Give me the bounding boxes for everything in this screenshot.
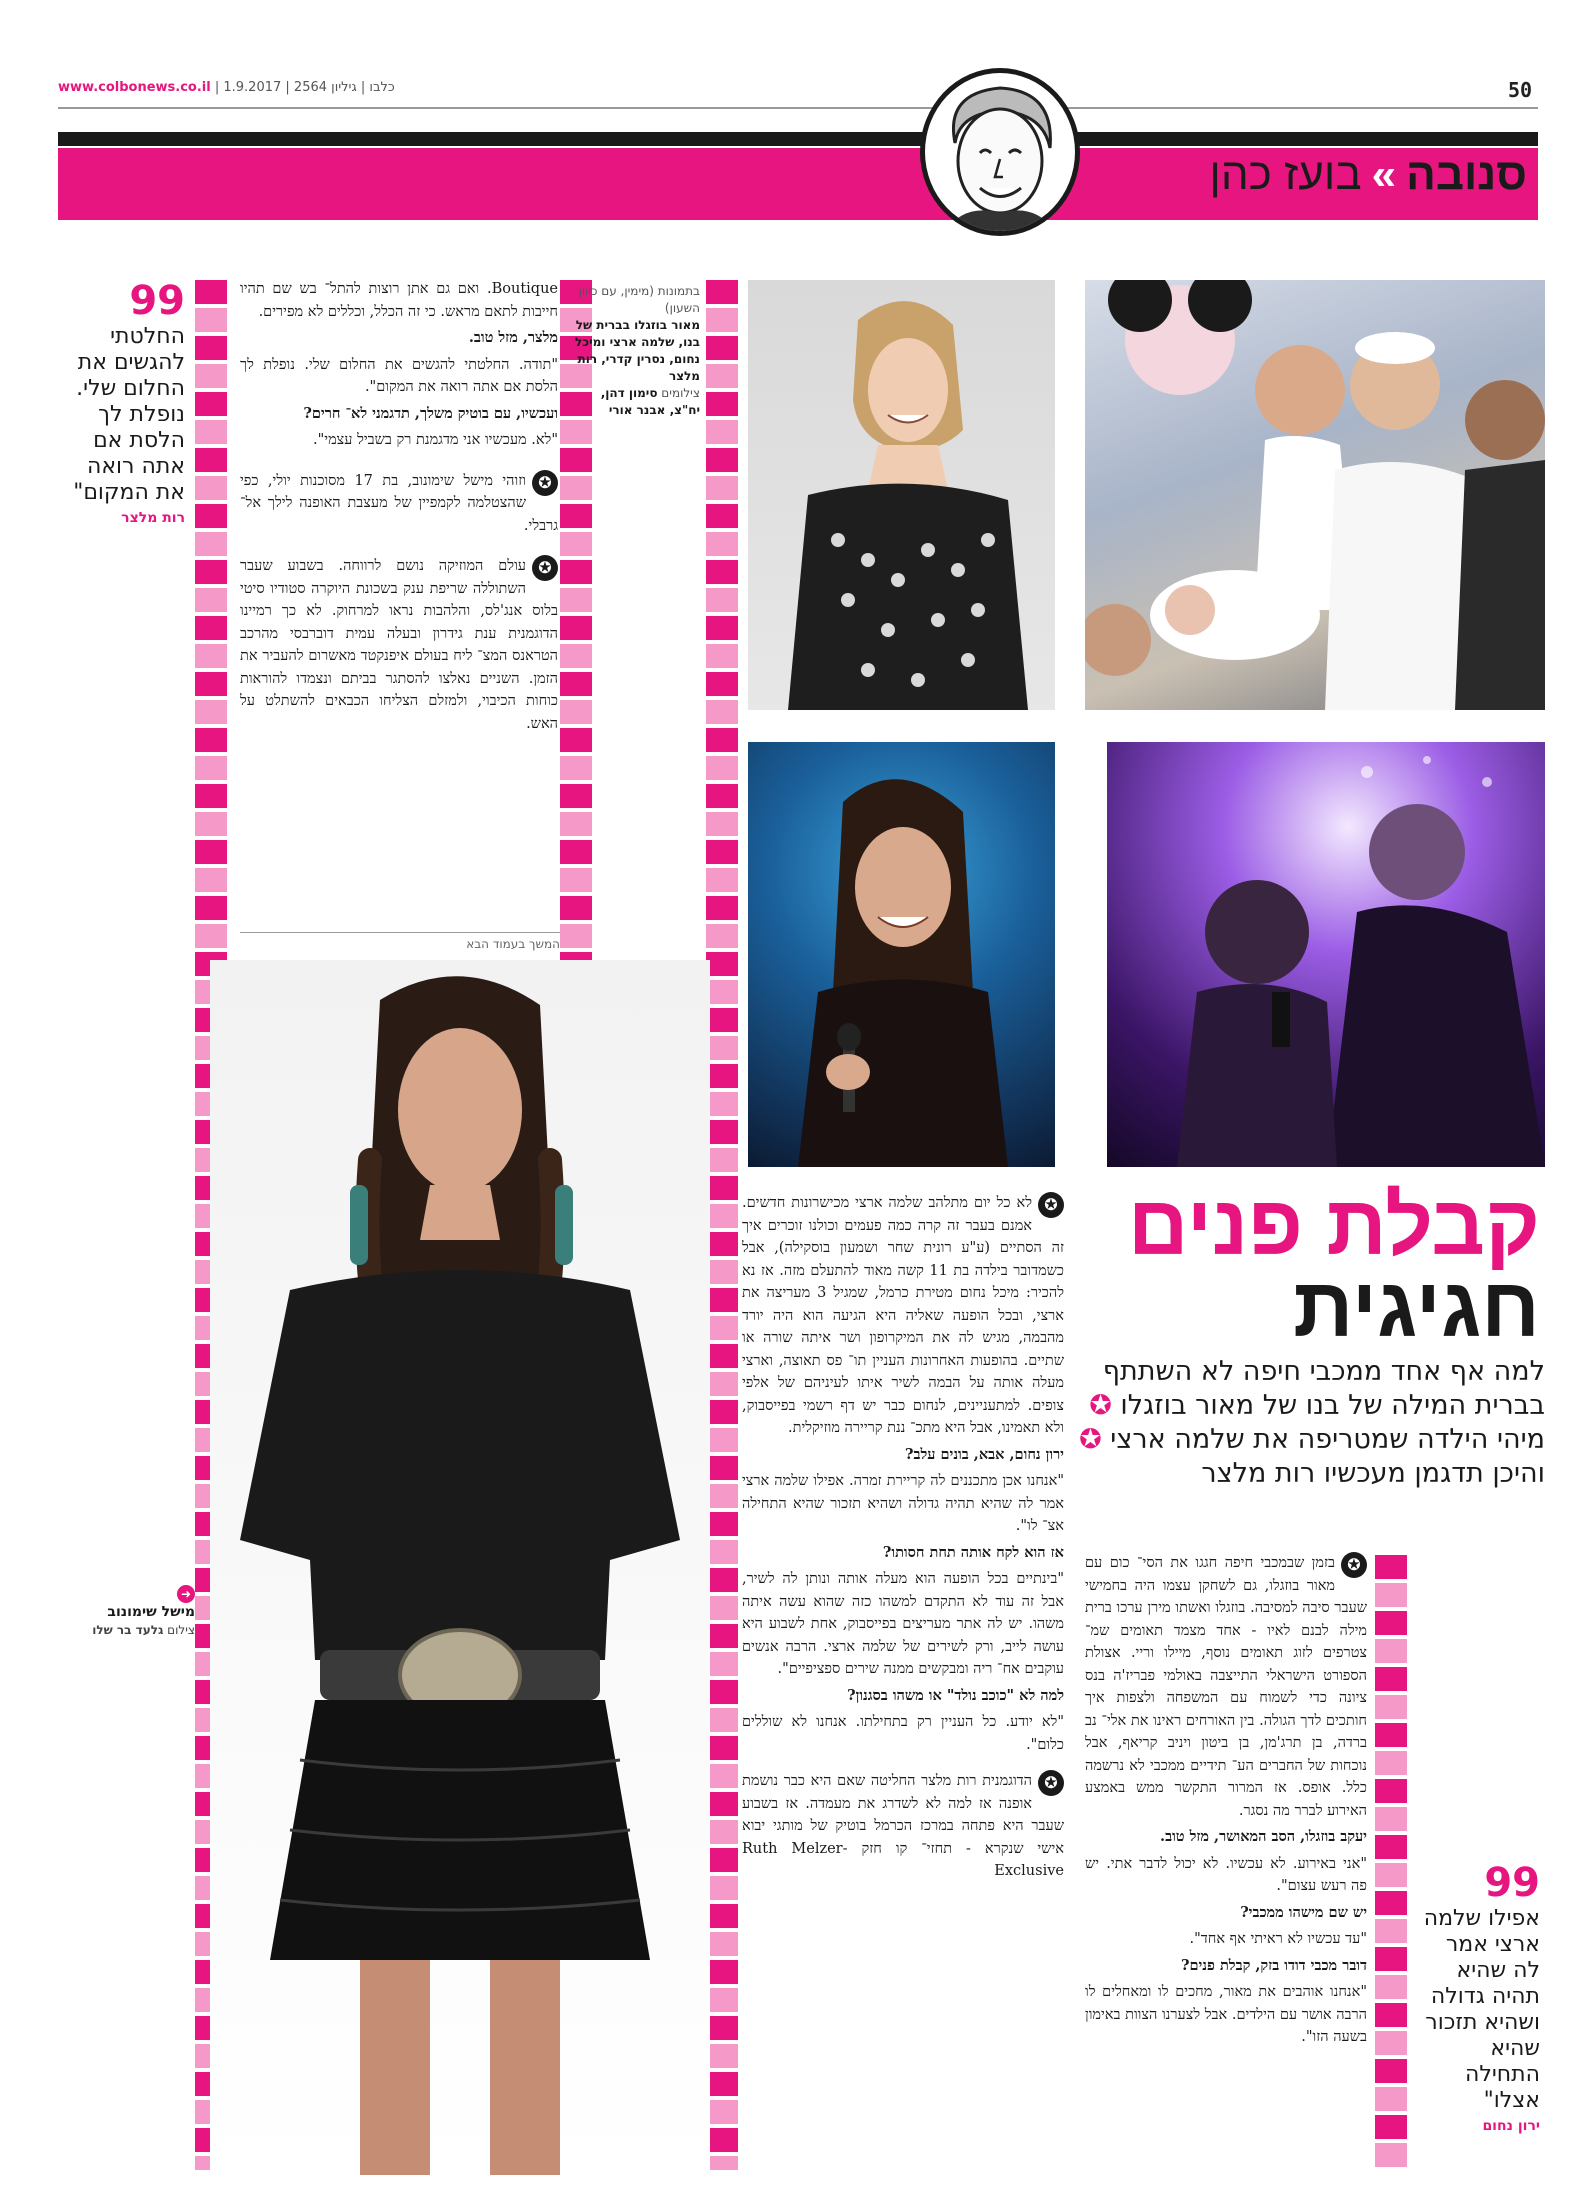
- star-icon: ✪: [1089, 1390, 1112, 1421]
- credits-photographers: סימון דהן, יח"צ, אבנר אורי: [600, 386, 700, 417]
- continued-note: המשך בעמוד הבא: [240, 932, 560, 951]
- subhead-part-2: מיהי הילדה שמטריפה את שלמה ארצי: [1110, 1424, 1545, 1455]
- interview-question: ירון נחום, אבא, בונים עלב?: [904, 1445, 1064, 1463]
- photo-credits: [575, 283, 700, 419]
- columnist-caricature: [920, 68, 1080, 236]
- interview-question: יעקב בוזגלו, הסב המאושר, מזל טוב.: [1160, 1828, 1367, 1845]
- decor-strip: [706, 280, 738, 2170]
- chevron-icon: »: [1371, 150, 1397, 199]
- paragraph: "עד עכשיו לא ראיתי אף אחד".: [1189, 1931, 1367, 1947]
- photo-brit-ceremony: [1085, 280, 1545, 710]
- interview-question: אז הוא לקח אותה תחת חסותו?: [882, 1543, 1064, 1561]
- column-middle: [742, 1192, 1064, 1887]
- columnist-name: בועז כהן: [1209, 150, 1362, 199]
- pull-quote-right: [1415, 1860, 1540, 2134]
- brit-ceremony-illustration: [1085, 280, 1545, 710]
- pull-quote-text: אפילו שלמה ארצי אמר לה שהיא תהיה גדולה ושהיא תזכור שהיא התחילה אצלו": [1423, 1906, 1540, 2113]
- paragraph: "אנחנו אוהבים את מאור, מחכים לו ומאחלים לו הרבה אושר עם הילדים. אבל לצערנו הצוות באימון בשעה הזו".: [1085, 1984, 1367, 2045]
- star-icon: ✪: [1079, 1424, 1102, 1455]
- decor-strip: [1375, 1555, 1407, 2170]
- section-label: סנובה: [1406, 150, 1527, 199]
- paragraph: לא כל יום מתלהב שלמה ארצי מכישרונות חדשים. אמנם בעבר זה קרה כמה פעמים וכולנו זוכרים איך זה הסתיים (ע"ע רונית שחר ושמעון בוסקילה), אבל כשמדובר בילדה בת 11 קשה מאוד להתעלם מזה. אז נא להכיר: מיכל נחום מטירת כרמל, שמגיל 3 מעריצה את ארצי, ובכל הופעה שאליה היא הגיעה הוא היה יורד מהבמה, מגיש לה את המיקרופון ושר איתה שורה או שתיים. בהופעות האחרונות העניין תו־ פס תאוצה, וארצי מעלה אותה על הבמה לשיר איתו לעיניהם של אלפי צופים. למתעניינים, לנחום כבר יש דף רשמי בפייסבוק, ולא תאמינו, אבל היא מתכ־ ננת קריירה מוזיקלית.: [742, 1195, 1064, 1436]
- star-icon: ✪: [1038, 1770, 1064, 1796]
- section-title: [1209, 150, 1527, 200]
- column-right: [1085, 1552, 1367, 2053]
- paragraph: "לא. מעכשיו אני מדגמנת רק בשביל עצמי".: [313, 432, 558, 448]
- photo-laughing-woman: [748, 280, 1055, 710]
- photo-concert: [1107, 742, 1545, 1167]
- model-illustration: [210, 960, 710, 2175]
- concert-illustration: [1107, 742, 1545, 1167]
- star-icon: ✪: [532, 555, 558, 581]
- model-name: מישל שימונוב: [107, 1604, 195, 1620]
- paragraph: "תודה. החלטתי להגשים את החלום שלי. נופלת לך הלסת אם אתה רואה את המקום".: [240, 356, 558, 395]
- paragraph: "בינתיים בכל הופעה הוא מעלה אותה ונותן לה לשיר, אבל זה עוד לא התקדם למשהו כזה שהוא עשה איתה משהו. יש לה אתר מעריצים בפייסבוק, אחת לשבוע היא עושה לייב, ורק לשירים של שלמה ארצי. הרבה אנשים עוקבים אח־ ריה ומבקשים ממנה שירים ספציפיים".: [742, 1571, 1064, 1677]
- quote-icon: 99: [1484, 1860, 1540, 1906]
- paragraph: וזוהי מישל שימונוב, בת 17 מסוכנות יולי, כפי שהצטלמה לקמפיין של מעצבת האופנה לילך אל־ גרבלי.: [240, 472, 558, 534]
- pull-quote-attribution: ירון נחום: [1482, 2118, 1540, 2134]
- laughing-woman-illustration: [748, 280, 1055, 710]
- model-photographer: גלעד בר שלו: [92, 1623, 164, 1637]
- paragraph: הדוגמנית רות מלצר החליטה שאם היא כבר נושמת אופנה אז למה לא לשדרג את מעמדה. אז בשבוע שעבר היא פתחה במרכז הכרמל בוטיק של מותגי יבוא אישי שנקרא - תחזי־ קו חזק -Ruth Melzer Exclusive: [742, 1773, 1065, 1879]
- interview-question: דובר מכבי דודו בזק, קבלת פנים?: [1180, 1956, 1367, 1974]
- header-meta: [58, 80, 395, 95]
- pull-quote-text: החלטתי להגשים את החלום שלי. נופלת לך הלסת אם אתה רואה את המקום": [73, 324, 185, 505]
- interview-question: יש שם מישהו ממכבי?: [1240, 1903, 1367, 1921]
- paragraph: Boutique. ואם גם אתן רוצות להתל־ בש שם תהיו חייבות לתאם מראש. כי זה הכלל, וכללים לא מפירים.: [240, 281, 558, 320]
- quote-icon: 99: [129, 278, 185, 324]
- photo-model: [210, 960, 710, 2175]
- model-caption: [55, 1585, 195, 1639]
- column-left: [240, 278, 558, 739]
- model-photo-label: צילום: [167, 1623, 195, 1637]
- issue-info: | כלבו | גיליון 2564 | 1.9.2017: [214, 80, 395, 95]
- section-top-bar: [58, 132, 1538, 146]
- star-icon: ✪: [532, 470, 558, 496]
- star-icon: ✪: [1038, 1192, 1064, 1218]
- subhead-part-1: למה אף אחד ממכבי חיפה לא השתתף בברית המילה של בנו של מאור בוזגלו: [1102, 1356, 1545, 1421]
- interview-question: ועכשיו, עם בוטיק משלך, תדגמני לא־ חרים?: [303, 404, 558, 422]
- photo-stage-singer: [748, 742, 1055, 1167]
- stage-singer-illustration: [748, 742, 1055, 1167]
- page-number: 50: [1508, 78, 1533, 102]
- headline-line-1: קבלת פנים: [1127, 1178, 1540, 1272]
- credits-intro: בתמונות (מימין, עם כיוון השעון): [578, 284, 700, 315]
- interview-question: מלצר, מזל טוב.: [468, 329, 558, 346]
- pull-quote-attribution: רות מלצר: [121, 510, 185, 526]
- star-icon: ✪: [1341, 1552, 1367, 1578]
- paragraph: עולם המוזיקה נושם לרווחה. בשבוע שעבר השתוללה שריפת ענק בשכונת היוקרה סטודיו סיטי בלוס אנג'לס, והלהבות נראו למרחוק. לא כך רמיינו הדוגמנית ענת גידרון ובעלה עמית דוברבסי מהרכב הטראנס המצ־ ליח בעולם איפנקטד מאשרום להעביר את הזמן. השניים נאלצו להסתגר בביתם ונצמדו להוראות כוחות הכיבוי, ולמזלם הצליחו הכבאים להשתלט על האש.: [240, 558, 558, 732]
- header-rule: [58, 107, 1538, 109]
- paragraph: בזמן שבמכבי חיפה חגגו את הסי־ כום עם מאור בוזגלו, גם לשחקן עצמו היה בחמישי שעבר סיבה למסיבה. בוזגלו ואשתו מירן ערכו ברית מילה לבנם לאיו - אחד מצמד תאומים שמ־ צטרפים לזוג תאומים נוסף, מיילו וריי. אצולת הספורט הישראלי התייצבה באולמי פבריז'ה בנס ציונה כדי לשמוח עם המשפחה ולצפות איך חותכים לדך הגולה. בין האורחים ראינו את אלי־ נב ברדה, בן תרג'מן, בן ביטון ויניב קריאף, אבל נוכחות של החברים הע־ תידיים ממכבי לא נרשמה כלל. אופס. אז המרור התקשר ממש באמצע האירוע לברר מה נסגר.: [1085, 1555, 1367, 1819]
- site-url[interactable]: www.colbonews.co.il: [58, 80, 211, 95]
- subhead-part-3: והיכן תדגמן מעכשיו רות מלצר: [1201, 1458, 1545, 1489]
- interview-question: למה לא "כוכב נולד" או משהו בסגנון?: [847, 1686, 1064, 1704]
- subhead: [1075, 1355, 1545, 1491]
- headline-line-2: חגיגית: [1293, 1260, 1540, 1354]
- credits-names: מאור בוזגלו בברית של בנו, שלמה ארצי ומיכל נחום, נסרין קדרי, רות מלצר: [575, 318, 700, 383]
- paragraph: "אנחנו אכן מתכננים לה קריירת זמרה. אפילו שלמה ארצי אמר לה שהיא תהיה גדולה ושהיא תזכור שהיא התחילה אצ־ לו".: [742, 1473, 1064, 1534]
- caricature-illustration: [925, 73, 1075, 231]
- pull-quote-left: [55, 278, 185, 526]
- arrow-icon: ➜: [177, 1585, 195, 1603]
- paragraph: "אני באירוע. לא עכשיו. לא יכול לדבר אתי. יש פה רעש עצום".: [1085, 1855, 1367, 1894]
- credits-photo-label: צילומים: [661, 386, 700, 400]
- paragraph: "לא יודע. כל העניין רק בתחילתו. אנחנו לא שוללים כלום".: [742, 1714, 1064, 1753]
